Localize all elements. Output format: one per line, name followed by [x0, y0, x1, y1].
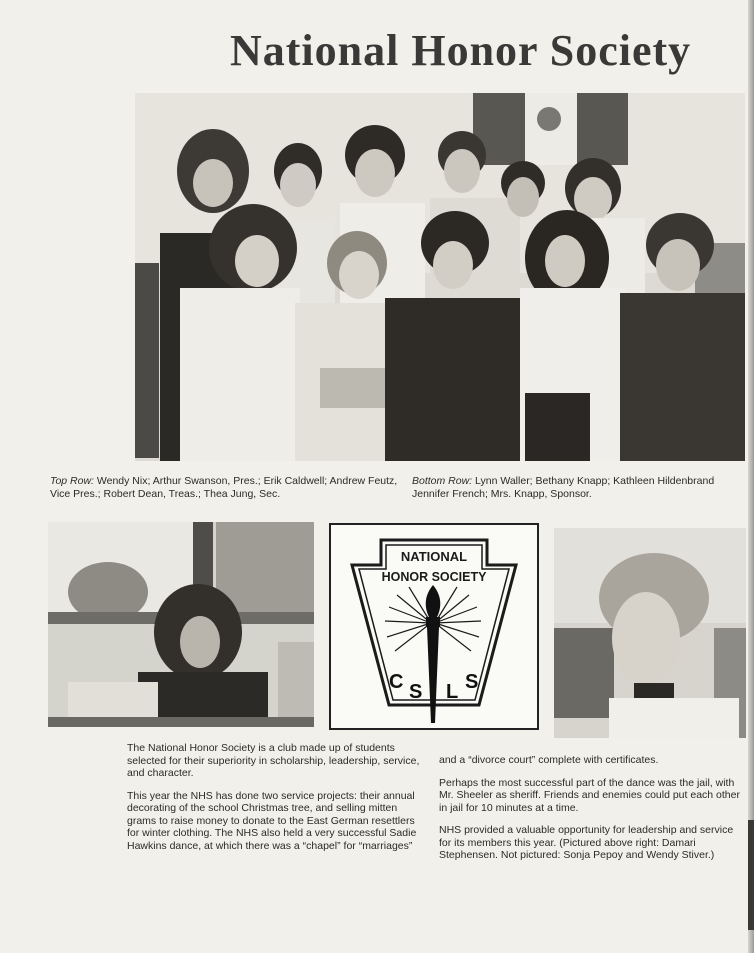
emblem-letter-l: L — [446, 681, 459, 703]
paragraph: The National Honor Society is a club made up of students selected for their superiority in scholarship, leadership, service, and character. — [127, 742, 420, 779]
article-column-left — [127, 742, 423, 862]
page-title: National Honor Society — [230, 26, 692, 75]
top-row-caption: Top Row: Wendy Nix; Arthur Swanson, Pres.; Erik Caldwell; Andrew Feutz, Vice Pres.; Robert Dean, Treas.; Thea Jung, Sec. — [50, 475, 398, 500]
paragraph: and a “divorce court” complete with certificates. — [439, 754, 659, 766]
emblem-text-national: NATIONAL — [400, 549, 468, 564]
paragraph: Perhaps the most successful part of the dance was the jail, with Mr. Sheeler as sheriff. Friends and enemies could put each other in jail for 10 minutes at a time. — [439, 776, 740, 814]
bottom-row-caption: Bottom Row: Lynn Waller; Bethany Knapp; Kathleen Hildenbrand Jennifer French; Mrs. Knapp, Sponsor. — [412, 475, 715, 500]
paragraph: NHS provided a valuable opportunity for leadership and service for its members this year. (Pictured above right: Damari Stephensen. Not pictured: Sonja Pepoy and Wendy Stiver.) — [439, 824, 734, 861]
portrait-photo — [554, 528, 746, 738]
page-edge-binding — [748, 820, 754, 930]
nhs-emblem — [329, 523, 539, 730]
article-column-right — [439, 754, 747, 872]
emblem-text-honor-society: HONOR SOCIETY — [381, 570, 487, 584]
student-at-table-photo — [48, 522, 314, 727]
emblem-letter-c: C — [389, 671, 404, 693]
group-photo — [135, 93, 745, 461]
paragraph: This year the NHS has done two service projects: their annual decorating of the school Christmas tree, and selling mitten grams to raise money to donate to the East German resettlers for winter clothing. The NHS also held a very successful Sadie Hawkins dance, at which there was a “chapel” for “marriages” — [127, 789, 417, 852]
emblem-letter-s1: S — [409, 681, 423, 703]
emblem-letter-s2: S — [465, 671, 479, 693]
